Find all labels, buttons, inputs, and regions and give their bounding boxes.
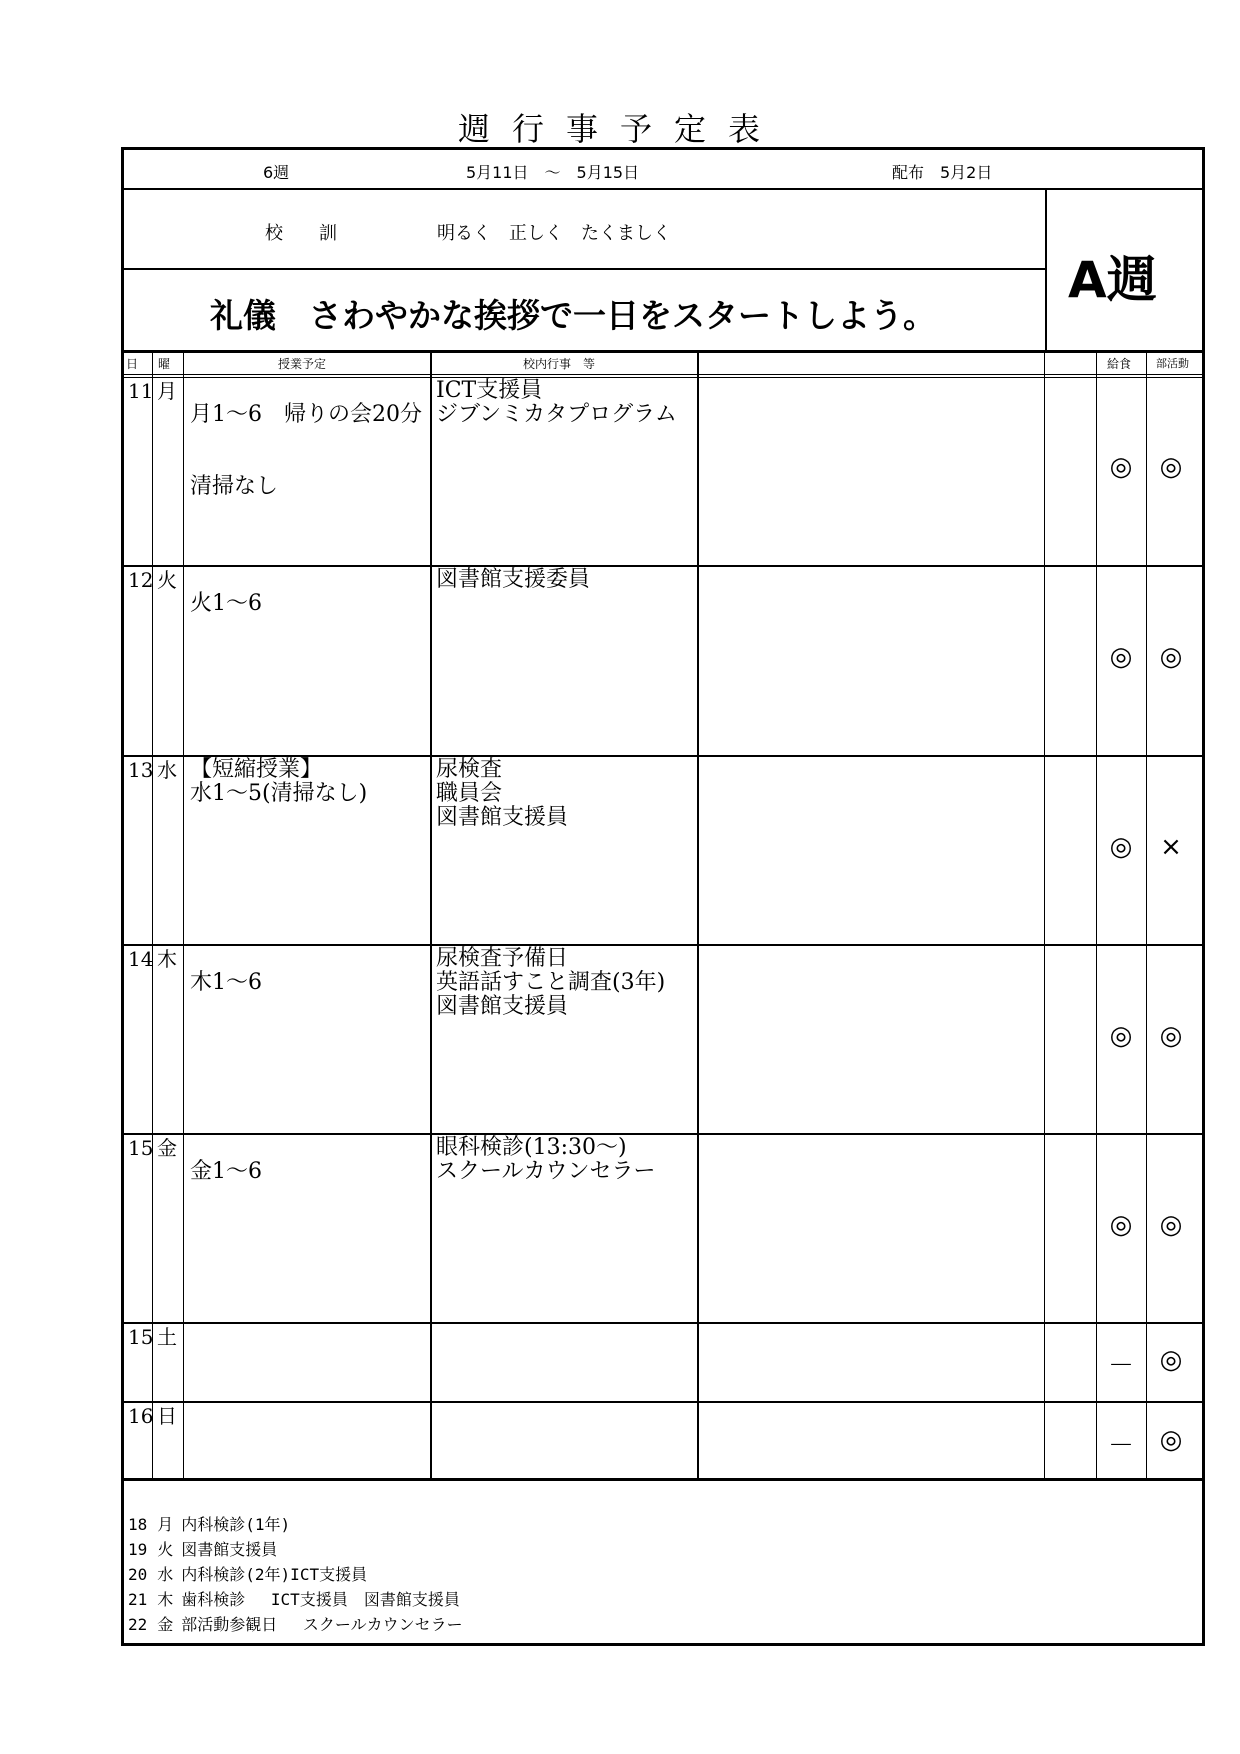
day-number: 13 [128, 758, 154, 782]
event-line: スクールカウンセラー [436, 1159, 656, 1184]
next-week-weekday: 水 [157, 1565, 174, 1584]
grid-line [697, 352, 699, 1479]
weekday: 月 [157, 379, 177, 403]
class-line [190, 427, 422, 451]
club-status: ◎ [1159, 452, 1183, 482]
day-number: 12 [128, 568, 154, 592]
next-week-day: 19 [128, 1540, 148, 1559]
event-line: ICT支援員 [436, 378, 543, 403]
next-week-item [128, 1562, 367, 1585]
next-week-item [128, 1537, 277, 1560]
grid-line [152, 352, 153, 1479]
lunch-status: ◎ [1109, 1021, 1133, 1051]
grid-line [1044, 352, 1045, 1479]
row-divider [121, 565, 1205, 567]
next-week-weekday: 火 [157, 1540, 174, 1559]
next-week-text: 内科検診(1年) [181, 1515, 291, 1534]
event-line: 図書館支援員 [436, 805, 569, 830]
class-schedule [190, 568, 262, 616]
class-line: 火1～6 [190, 591, 262, 616]
day-number: 16 [128, 1404, 154, 1428]
week-number: 6週 [263, 163, 290, 182]
next-week-day: 21 [128, 1590, 148, 1609]
column-header-lunch: 給食 [1107, 357, 1132, 371]
week-period: 5月11日 ～ 5月15日 [466, 163, 640, 182]
weekday: 水 [157, 758, 177, 782]
class-schedule [190, 379, 422, 499]
event-line: ジブンミカタプログラム [436, 402, 677, 427]
club-status: ◎ [1159, 1425, 1183, 1455]
row-divider [121, 1133, 1205, 1135]
column-header-events: 校内行事 等 [523, 357, 596, 371]
next-week-item [128, 1587, 460, 1610]
club-status: ◎ [1159, 1345, 1183, 1375]
lunch-status: ◎ [1109, 1210, 1133, 1240]
row-divider [121, 1401, 1205, 1403]
class-line: 金1～6 [190, 1159, 262, 1184]
class-line [190, 568, 262, 592]
event-line: 眼科検診(13:30～) [436, 1135, 627, 1160]
divider [121, 268, 1046, 270]
class-schedule [190, 1136, 262, 1184]
next-week-text: 図書館支援員 [181, 1540, 278, 1559]
lunch-status: ◎ [1109, 832, 1133, 862]
class-line [190, 379, 422, 403]
grid-line [1146, 352, 1147, 1479]
next-week-text: 内科検診(2年)ICT支援員 [181, 1565, 368, 1584]
day-number: 15 [128, 1325, 154, 1349]
weekday: 金 [157, 1136, 177, 1160]
next-week-day: 20 [128, 1565, 148, 1584]
day-number: 11 [128, 379, 154, 403]
motto-label: 校 訓 [265, 223, 337, 244]
divider [1045, 188, 1047, 352]
next-week-weekday: 金 [157, 1615, 174, 1634]
school-events [436, 568, 590, 592]
event-line: 図書館支援員 [436, 994, 569, 1019]
day-number: 14 [128, 947, 154, 971]
grid-line [1096, 352, 1097, 1479]
class-line [190, 451, 422, 475]
weekly-theme: 礼儀 さわやかな挨拶で一日をスタートしよう。 [210, 296, 936, 335]
lunch-status: ◎ [1109, 642, 1133, 672]
weekday: 土 [157, 1325, 177, 1349]
school-events [436, 758, 568, 830]
next-week-weekday: 木 [157, 1590, 174, 1609]
class-line: 月1～6 帰りの会20分 [190, 402, 422, 427]
class-line: 【短縮授業】 [190, 757, 323, 782]
event-line: 英語話すこと調査(3年) [436, 970, 666, 995]
row-divider [121, 1478, 1205, 1481]
row-divider [121, 944, 1205, 946]
class-line [190, 947, 262, 971]
event-line: 尿検査 [436, 757, 503, 782]
next-week-text: 歯科検診 ICT支援員 図書館支援員 [181, 1590, 460, 1609]
event-line: 尿検査予備日 [436, 946, 569, 971]
club-status: × [1160, 832, 1182, 862]
next-week-day: 18 [128, 1515, 148, 1534]
class-line [190, 1136, 262, 1160]
divider [121, 350, 1205, 353]
class-schedule [190, 947, 262, 995]
club-status: ◎ [1159, 642, 1183, 672]
column-header-weekday: 曜 [158, 357, 171, 371]
next-week-item [128, 1512, 290, 1535]
event-line: 図書館支援委員 [436, 567, 591, 592]
divider [121, 188, 1205, 190]
lunch-status: ◎ [1109, 452, 1133, 482]
column-header-day: 日 [126, 357, 139, 371]
school-events [436, 947, 665, 1019]
document-title: 週行事予定表 [457, 110, 782, 148]
class-line: 木1～6 [190, 970, 262, 995]
divider [121, 374, 1205, 375]
grid-line [183, 352, 184, 1479]
next-week-text: 部活動参観日 スクールカウンセラー [181, 1615, 463, 1634]
week-type-badge: A週 [1068, 251, 1157, 309]
weekday: 火 [157, 568, 177, 592]
class-schedule [190, 758, 367, 806]
school-events [436, 379, 677, 427]
row-divider [121, 1322, 1205, 1324]
day-number: 15 [128, 1136, 154, 1160]
club-status: ◎ [1159, 1210, 1183, 1240]
class-line: 清掃なし [190, 474, 279, 499]
event-line: 職員会 [436, 781, 503, 806]
next-week-item [128, 1612, 463, 1635]
distribution-date: 配布 5月2日 [892, 163, 993, 182]
school-events [436, 1136, 656, 1184]
divider [121, 377, 1205, 378]
motto-text: 明るく 正しく たくましく [437, 223, 671, 244]
weekday: 木 [157, 947, 177, 971]
lunch-status: － [1107, 1351, 1134, 1381]
column-header-classes: 授業予定 [278, 357, 327, 371]
grid-line [430, 352, 432, 1479]
next-week-weekday: 月 [157, 1515, 174, 1534]
club-status: ◎ [1159, 1021, 1183, 1051]
weekday: 日 [157, 1404, 177, 1428]
class-line: 水1～5(清掃なし) [190, 781, 368, 806]
column-header-club: 部活動 [1156, 357, 1189, 370]
next-week-day: 22 [128, 1615, 148, 1634]
lunch-status: － [1107, 1431, 1134, 1461]
